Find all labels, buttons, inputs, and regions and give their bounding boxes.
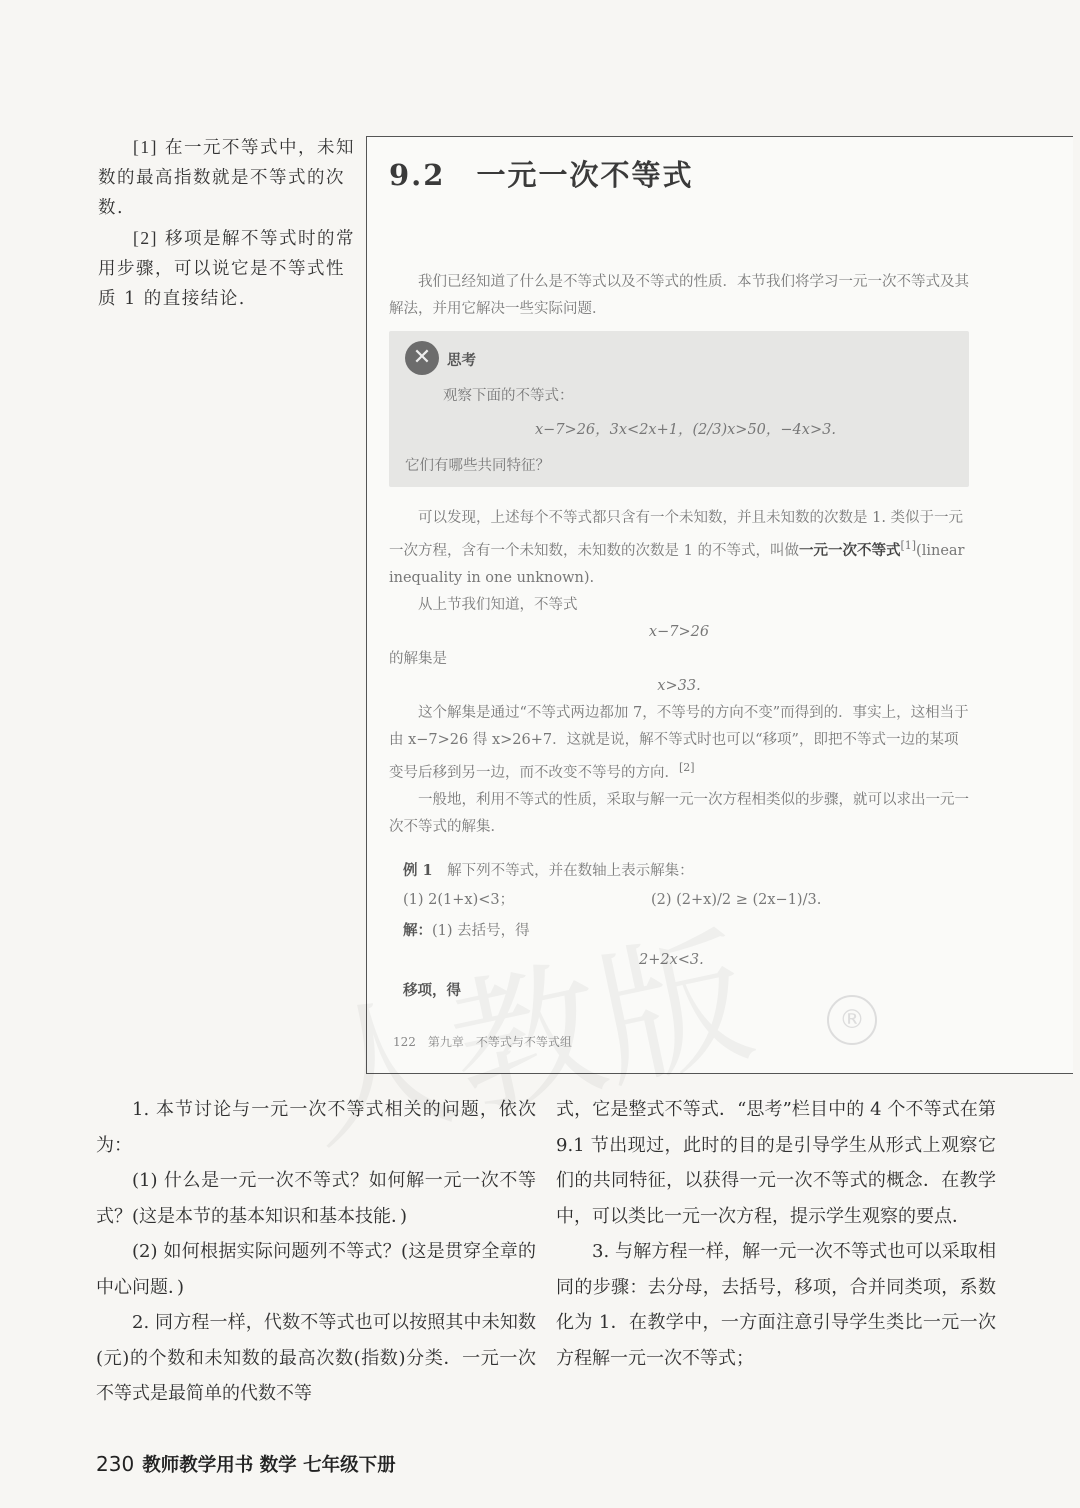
body-paragraph: 这个解集是通过“不等式两边都加 7，不等号的方向不变”而得到的．事实上，这相当于由 x−7>26 得 x>26+7．这就是说，解不等式时也可以“移项”，即把不等式一边的某项变号后移到另一边，而不改变不等号的方向．[2] [389,704,969,781]
example-item-2: (2) (2+x)/2 ≥ (2x−1)/3. [651,892,822,908]
margin-notes [98,132,356,314]
think-expressions: x−7>26，3x<2x+1，(2/3)x>50，−4x>3. [535,422,836,438]
solution-label: 解： [403,922,432,939]
body-paragraph: 一般地，利用不等式的性质，采取与解一元一次方程相类似的步骤，就可以求出一元一次不等式的解集． [389,791,969,835]
page-footer [96,1451,396,1477]
equation: x−7>26 [648,623,710,640]
page-number: 230 [96,1452,135,1476]
guide-column-left [96,1092,536,1412]
guide-paragraph: 3. 与解方程一样，解一元一次不等式也可以采取相同的步骤：去分母，去括号，移项，合并同类项，系数化为 1．在教学中，一方面注意引导学生类比一元一次方程解一元一次不等式； [556,1241,996,1369]
example-item-1: (1) 2(1+x)<3； [403,892,515,908]
textbook-footer: 122 第九章 不等式与不等式组 [393,1035,572,1049]
guide-paragraph: 1. 本节讨论与一元一次不等式相关的问题，依次为： [96,1099,536,1156]
think-box [389,331,969,487]
intro-paragraph: 我们已经知道了什么是不等式以及不等式的性质．本节我们将学习一元一次不等式及其解法，并用它解决一些实际问题． [389,274,969,317]
section-title: 9.2 一元一次不等式 [389,158,694,192]
registered-mark-icon: ® [827,995,877,1045]
definition-term: 一元一次不等式 [798,541,901,559]
equation: x>33. [657,677,701,694]
thinking-person-icon: ✕ [405,341,439,375]
textbook-body [389,505,969,841]
think-label: 思考 [447,352,476,369]
example-task: 解下列不等式，并在数轴上表示解集： [447,863,694,879]
guide-column-right [556,1092,996,1376]
solution-step: 移项，得 [403,982,461,999]
body-paragraph: 从上节我们知道，不等式 [418,596,578,613]
margin-note-2: [2] 移项是解不等式时的常用步骤，可以说它是不等式性质 1 的直接结论. [98,228,355,309]
think-prompt: 观察下面的不等式： [443,388,574,404]
footnote-ref-1: [1] [900,539,917,552]
think-question: 它们有哪些共同特征？ [405,458,550,474]
body-paragraph: 的解集是 [389,650,447,667]
guide-paragraph: (2) 如何根据实际问题列不等式？(这是贯穿全章的中心问题．) [96,1241,536,1298]
guide-paragraph: 式，它是整式不等式．“思考”栏目中的 4 个不等式在第 9.1 节出现过，此时的目的是引导学生从形式上观察它们的共同特征，以获得一元一次不等式的概念．在教学中，可以类比一元一次方程，提示学生观察的要点． [556,1099,996,1227]
guide-paragraph: 2. 同方程一样，代数不等式也可以按照其中未知数(元)的个数和未知数的最高次数(指数)分类．一元一次不等式是最简单的代数不等 [96,1312,536,1404]
example-label: 例 1 [403,862,433,879]
solution-equation: 2+2x<3. [639,952,704,968]
guide-paragraph: (1) 什么是一元一次不等式？如何解一元一次不等式？(这是本节的基本知识和基本技能．) [96,1170,536,1227]
book-title: 教师教学用书 数学 七年级下册 [142,1455,396,1476]
solution-step: (1) 去括号，得 [432,923,530,939]
footnote-ref-2: [2] [679,760,695,774]
definition-paragraph: 可以发现，上述每个不等式都只含有一个未知数，并且未知数的次数是 1. 类似于一元一次方程，含有一个未知数，未知数的次数是 1 的不等式，叫做一元一次不等式[1](linear inequality in one unknown). [389,510,965,586]
margin-note-1: [1] 在一元不等式中，未知数的最高指数就是不等式的次数. [98,137,355,218]
